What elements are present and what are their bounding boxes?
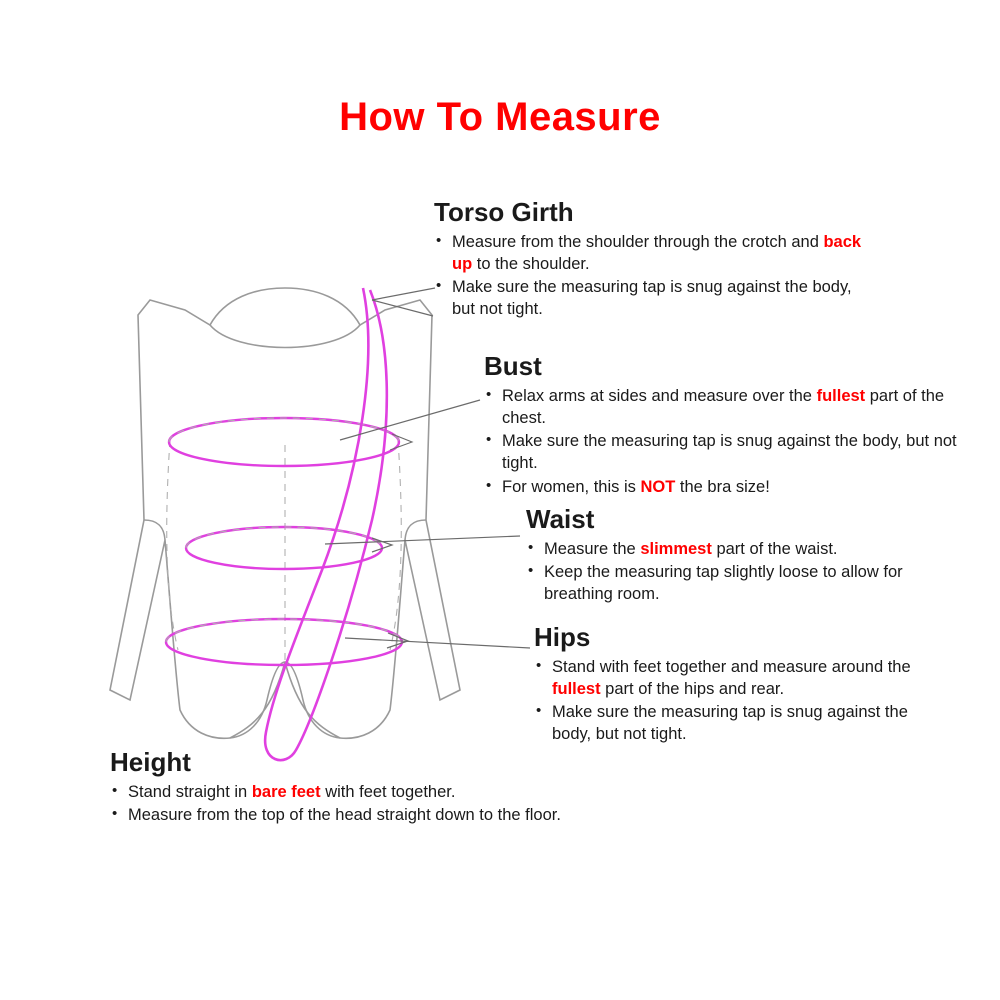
bullet-item xyxy=(526,538,946,560)
emphasis-text: fullest xyxy=(816,386,866,405)
bullet-item xyxy=(526,561,946,606)
bullet-text: Make sure the measuring tap is snug against the body, but not tight. xyxy=(502,432,957,473)
heading-hips: Hips xyxy=(534,622,591,652)
emphasis-text: back up xyxy=(452,232,862,273)
bullets-bust xyxy=(484,385,984,498)
bullet-item xyxy=(434,231,874,276)
bullet-item xyxy=(484,385,984,430)
bullet-text: Measure from the shoulder through the crotch and xyxy=(452,232,824,251)
body-measurement-diagram xyxy=(60,270,520,780)
bullet-item xyxy=(110,781,630,803)
emphasis-text: slimmest xyxy=(640,539,712,558)
bullet-text: part of the chest. xyxy=(502,386,945,427)
emphasis-text: fullest xyxy=(552,679,601,698)
heading-waist: Waist xyxy=(526,504,595,534)
bullet-item xyxy=(110,804,630,826)
torso-girth-loop xyxy=(265,288,387,760)
heading-height: Height xyxy=(110,747,191,777)
heading-bust: Bust xyxy=(484,351,542,381)
section-waist xyxy=(526,505,946,606)
bullet-item xyxy=(484,430,984,475)
bullet-item xyxy=(534,701,944,746)
bullet-text: Relax arms at sides and measure over the xyxy=(502,386,817,405)
bullet-text: For women, this is xyxy=(502,477,641,496)
section-torso-girth xyxy=(434,198,874,322)
bullets-hips xyxy=(534,656,944,746)
bullet-text: Make sure the measuring tap is snug against the body, but not tight. xyxy=(452,278,852,319)
bullet-text: Make sure the measuring tap is snug against the body, but not tight. xyxy=(552,703,908,744)
section-hips xyxy=(534,623,944,747)
emphasis-text: NOT xyxy=(640,477,676,496)
emphasis-text: bare feet xyxy=(251,782,321,801)
bullet-text: Keep the measuring tap slightly loose to allow for breathing room. xyxy=(544,562,903,604)
bullet-text: part of the waist. xyxy=(711,539,838,558)
section-height xyxy=(110,748,630,827)
bullet-item xyxy=(434,276,874,321)
heading-torso-girth: Torso Girth xyxy=(434,197,574,227)
bullet-text: Stand with feet together and measure around the xyxy=(552,657,911,676)
bullets-waist xyxy=(526,538,946,606)
bullets-torso-girth xyxy=(434,231,874,321)
bullet-text: part of the hips and rear. xyxy=(600,679,785,698)
bullet-item xyxy=(534,656,944,701)
page-title: How To Measure xyxy=(339,95,661,139)
bullet-text: with feet together. xyxy=(320,782,456,801)
bullet-item xyxy=(484,476,984,498)
bullet-text: Measure the xyxy=(544,539,641,558)
bullet-text: to the shoulder. xyxy=(472,254,590,273)
bullets-height xyxy=(110,781,630,827)
bullet-text: Measure from the top of the head straight down to the floor. xyxy=(128,805,561,824)
bullet-text: the bra size! xyxy=(675,477,770,496)
section-bust xyxy=(484,352,984,499)
bullet-text: Stand straight in xyxy=(128,782,252,801)
